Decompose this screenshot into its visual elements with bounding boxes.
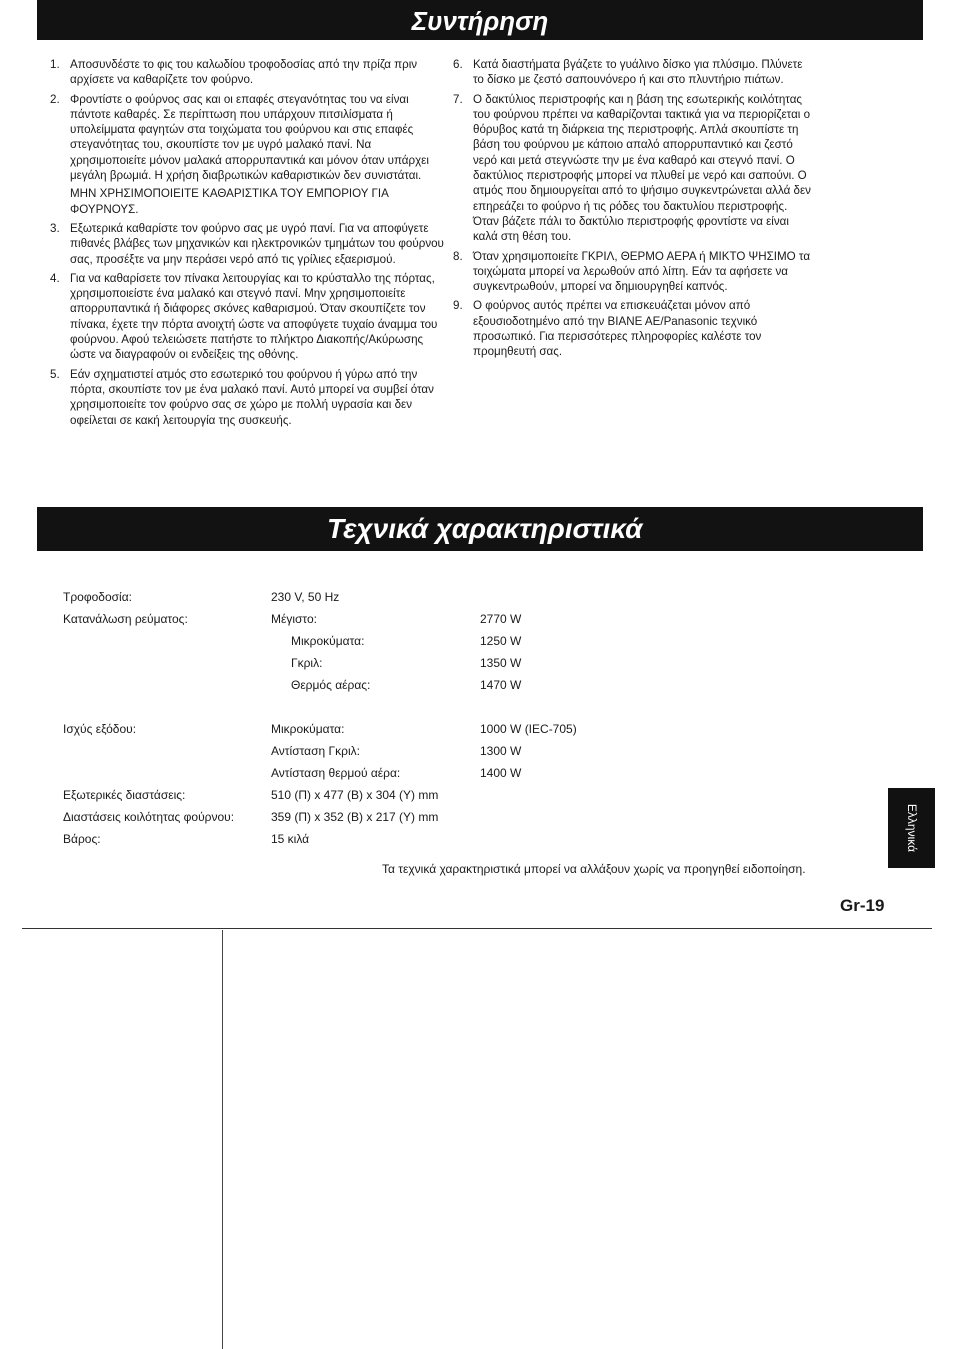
maintenance-item [453,92,815,245]
item-text [70,221,446,267]
item-text [70,367,446,428]
spec-value: 1400 W [480,766,522,780]
item-paragraph: Για να καθαρίσετε τον πίνακα λειτουργίας και το κρύσταλλο της πόρτας, χρησιμοποιείστε ένα μαλακό και στεγνό πανί. Μην χρησιμοποιείτε απορρυπαντικά ή διάφορες σκόνες καθαρισμού. Όταν σκουπίζετε τον πίνακα, έχετε την πόρτα ανοιχτή ώστε να αποφύγετε τυχαίο άναμμα του φούρνου. Αφού τελειώσετε πατήστε το πλήκτρο Διακοπής/Ακύρωσης ώστε να διαγραφούν οι ενδείξεις της οθόνης. [70,271,438,362]
spec-value: 510 (Π) x 477 (Β) x 304 (Υ) mm [271,788,439,802]
item-paragraph: Όταν χρησιμοποιείτε ΓΚΡΙΛ, ΘΕΡΜΟ ΑΕΡΑ ή ΜΙΚΤΟ ΨΗΣΙΜΟ τα τοιχώματα μπορεί να λερωθούν από λίπη. Εάν τα αφήσετε να συγκεντρωθούν, μπορεί να δημιουργηθεί καπνός. [473,249,811,294]
maintenance-item [50,367,446,428]
item-text [70,57,446,88]
item-text [473,92,815,245]
page-number: Gr-19 [840,896,885,915]
maintenance-item [50,57,446,88]
spec-sublabel: Αντίσταση Γκριλ: [271,744,360,758]
maintenance-right-column [453,57,815,364]
spec-sublabel: Γκριλ: [291,656,323,670]
item-paragraph: Ο δακτύλιος περιστροφής και η βάση της εσωτερικής κοιλότητας του φούρνου πρέπει να καθαρίζονται τακτικά για να περιορίζεται ο θόρυβος κατά τη διάρκεια της περιστροφής. Απλά σκουπίστε τη βάση του φούρνου με κάποιο απαλό απορρυπαντικό και ζεστό νερό και μετά στεγνώστε την με ένα καθαρό και στεγνό πανί. Ο δακτύλιος περιστροφής μπορεί να πλυθεί με νερό και σαπούνι. Ο ατμός που δημιουργείται από το ψήσιμο συγκεντρώνεται αλλά δεν επηρεάζει το φούρνο ή τις ρόδες του δακτυλίου περιστροφής. Όταν βάζετε πάλι το δακτύλιο περιστροφής φροντίστε να είναι καλά στη θέση του. [473,92,811,244]
spec-label: Εξωτερικές διαστάσεις: [63,788,186,802]
specs-title: Τεχνικά χαρακτηριστικά [327,513,643,544]
item-paragraph: Αποσυνδέστε το φις του καλωδίου τροφοδοσίας από την πρίζα πριν αρχίσετε να καθαρίζετε τον φούρνο. [70,58,418,87]
item-text [70,271,446,363]
maintenance-item [453,249,815,295]
maintenance-left-column [50,57,446,432]
spec-label: Διαστάσεις κοιλότητας φούρνου: [63,810,235,824]
item-number: 2. [50,92,60,106]
language-tab-label: Ελληνικά [904,803,919,853]
item-number: 8. [453,249,463,263]
item-paragraph: Ο φούρνος αυτός πρέπει να επισκευάζεται μόνον από εξουσιοδοτημένο από την ΒΙΑΝΕ ΑΕ/Panasonic τεχνικό προσωπικό. Για περισσότερες πληροφορίες καλέστε τον προμηθευτή σας. [473,299,762,359]
item-number: 9. [453,299,463,313]
maintenance-title-banner [37,0,923,40]
spec-value: 230 V, 50 Hz [271,590,340,604]
item-text [473,249,815,295]
specs-change-note: Τα τεχνικά χαρακτηριστικά μπορεί να αλλάξουν χωρίς να προηγηθεί ειδοποίηση. [382,862,806,876]
item-text [70,92,446,217]
spec-value: 15 κιλά [271,832,310,846]
maintenance-item [50,221,446,267]
item-paragraph: Φροντίστε ο φούρνος σας και οι επαφές στεγανότητας του να είναι πάντοτε καθαρές. Σε περίπτωση που υπάρχουν πιτσιλίσματα ή υπολείμματα φαγητών στα τοιχώματα του φούρνου και στις επαφές στεγανότητας του, σκουπίστε τον με υγρό μαλακό πανί. Να χρησιμοποιείτε μόνον μαλακά απορρυπαντικά και μόνον όταν υπάρχει μεγάλη βρωμιά. Η χρήση διαβρωτικών καθαριστικών δεν συνιστάται. [70,92,429,183]
item-text [473,57,815,88]
language-tab [888,788,935,868]
spec-value: 1000 W (IEC-705) [480,722,577,736]
maintenance-item [453,57,815,88]
spec-value: 2770 W [480,612,522,626]
spec-label: Ισχύς εξόδου: [63,722,137,736]
spec-sublabel: Θερμός αέρας: [291,678,371,692]
item-number: 3. [50,221,60,235]
maintenance-item [50,271,446,363]
spec-sublabel: Αντίσταση θερμού αέρα: [271,766,401,780]
page-bottom-rule [22,928,932,929]
spec-label: Βάρος: [63,832,101,846]
item-number: 4. [50,271,60,285]
maintenance-title: Συντήρηση [411,6,549,36]
spec-label: Τροφοδοσία: [63,590,132,604]
scan-vertical-line [222,930,223,1349]
spec-value: 1300 W [480,744,522,758]
item-number: 1. [50,58,60,71]
item-paragraph: ΜΗΝ ΧΡΗΣΙΜΟΠΟΙΕΙΤΕ ΚΑΘΑΡΙΣΤΙΚΑ ΤΟΥ ΕΜΠΟΡΙΟΥ ΓΙΑ ΦΟΥΡΝΟΥΣ. [70,187,389,216]
spec-value: 1250 W [480,634,522,648]
spec-value: 1350 W [480,656,522,670]
specs-title-banner [37,507,923,551]
spec-sublabel: Μέγιστο: [271,612,317,626]
maintenance-item [453,298,815,359]
item-number: 7. [453,92,463,106]
spec-sublabel: Μικροκύματα: [271,722,345,736]
item-text [473,298,815,359]
item-number: 5. [50,367,60,381]
item-paragraph: Κατά διαστήματα βγάζετε το γυάλινο δίσκο για πλύσιμο. Πλύνετε το δίσκο με ζεστό σαπουνόνερο ή και στο πλυντήριο πιάτων. [473,58,803,87]
item-paragraph: Εάν σχηματιστεί ατμός στο εσωτερικό του φούρνου ή γύρω από την πόρτα, σκουπίστε τον με ένα μαλακό πανί. Αυτό μπορεί να συμβεί όταν χρησιμοποιείτε τον φούρνο σας σε χώρο με πολλή υγρασία και δεν οφείλεται σε κακή λειτουργία της συσκευής. [70,367,434,427]
spec-value: 359 (Π) x 352 (Β) x 217 (Υ) mm [271,810,439,824]
spec-value: 1470 W [480,678,522,692]
item-paragraph: Εξωτερικά καθαρίστε τον φούρνο σας με υγρό πανί. Για να αποφύγετε πιθανές βλάβες των μηχανικών και ηλεκτρονικών τμημάτων του φούρνου σας, προσέξτε να μην περάσει νερό από τις γρίλιες εξαερισμού. [70,221,444,266]
maintenance-item [50,92,446,217]
spec-label: Κατανάλωση ρεύματος: [63,612,188,626]
item-number: 6. [453,58,463,71]
spec-sublabel: Μικροκύματα: [291,634,365,648]
